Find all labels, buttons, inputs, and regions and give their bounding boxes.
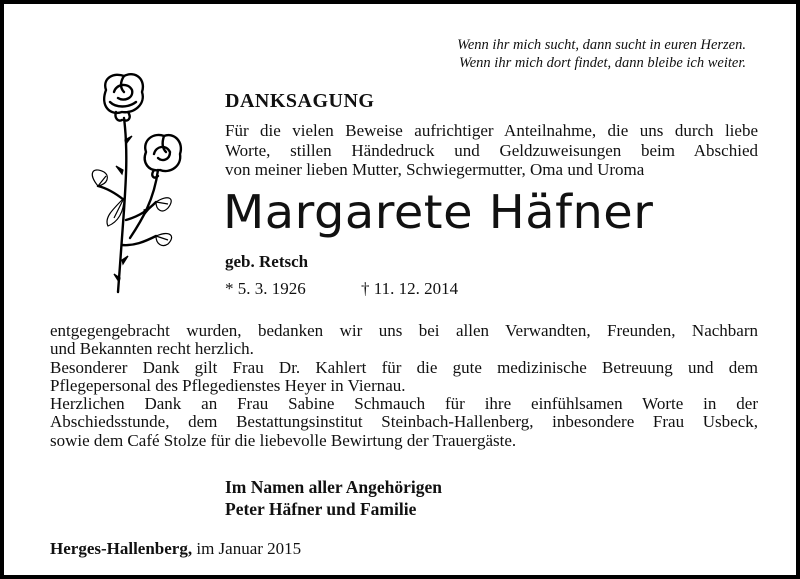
body-line: entgegengebracht wurden, bedanken wir uns bei allen Verwandten, Freunden, Nachbarn (50, 321, 758, 340)
intro-line: Worte, stillen Händedruck und Geldzuweisungen beim Abschied (225, 140, 758, 160)
deceased-name: Margarete Häfner (223, 185, 654, 239)
body-line: sowie dem Café Stolze für die liebevolle Bewirtung der Trauergäste. (50, 430, 517, 450)
signature-line-1: Im Namen aller Angehörigen (225, 477, 442, 497)
signature-line-2: Peter Häfner und Familie (225, 499, 417, 519)
signature-block (225, 476, 442, 520)
motto-quote (457, 36, 746, 72)
life-dates (225, 279, 458, 299)
birth-date: * 5. 3. 1926 (225, 279, 306, 298)
death-date: † 11. 12. 2014 (361, 279, 459, 298)
body-line: und Bekannten recht herzlich. (50, 339, 254, 359)
body-line: Herzlichen Dank an Frau Sabine Schmauch für ihre einfühlsamen Worte in der (50, 394, 758, 414)
maiden-name: geb. Retsch (225, 252, 309, 271)
motto-line-1: Wenn ihr mich sucht, dann sucht in euren Herzen. (457, 37, 746, 53)
place-date: im Januar 2015 (192, 539, 302, 558)
rose-illustration (84, 70, 202, 300)
thanks-paragraph (50, 322, 758, 450)
body-line: Abschiedsstunde, dem Bestattungsinstitut Steinbach-Hallenberg, inbesondere Frau Usbeck, (50, 412, 758, 432)
place-and-date (50, 539, 301, 559)
intro-paragraph (225, 121, 758, 180)
body-line: Besonderer Dank gilt Frau Dr. Kahlert für die gute medizinische Betreuung und dem (50, 357, 758, 377)
heading-danksagung: DANKSAGUNG (225, 90, 375, 112)
motto-line-2: Wenn ihr mich dort findet, dann bleibe ich weiter. (458, 55, 746, 71)
body-line: Pflegepersonal des Pflegedienstes Heyer in Viernau. (50, 375, 406, 395)
intro-line: von meiner lieben Mutter, Schwiegermutter, Oma und Uroma (225, 160, 645, 179)
intro-line: Für die vielen Beweise aufrichtiger Anteilnahme, die uns durch liebe (225, 121, 758, 140)
place-town: Herges-Hallenberg, (50, 539, 193, 558)
